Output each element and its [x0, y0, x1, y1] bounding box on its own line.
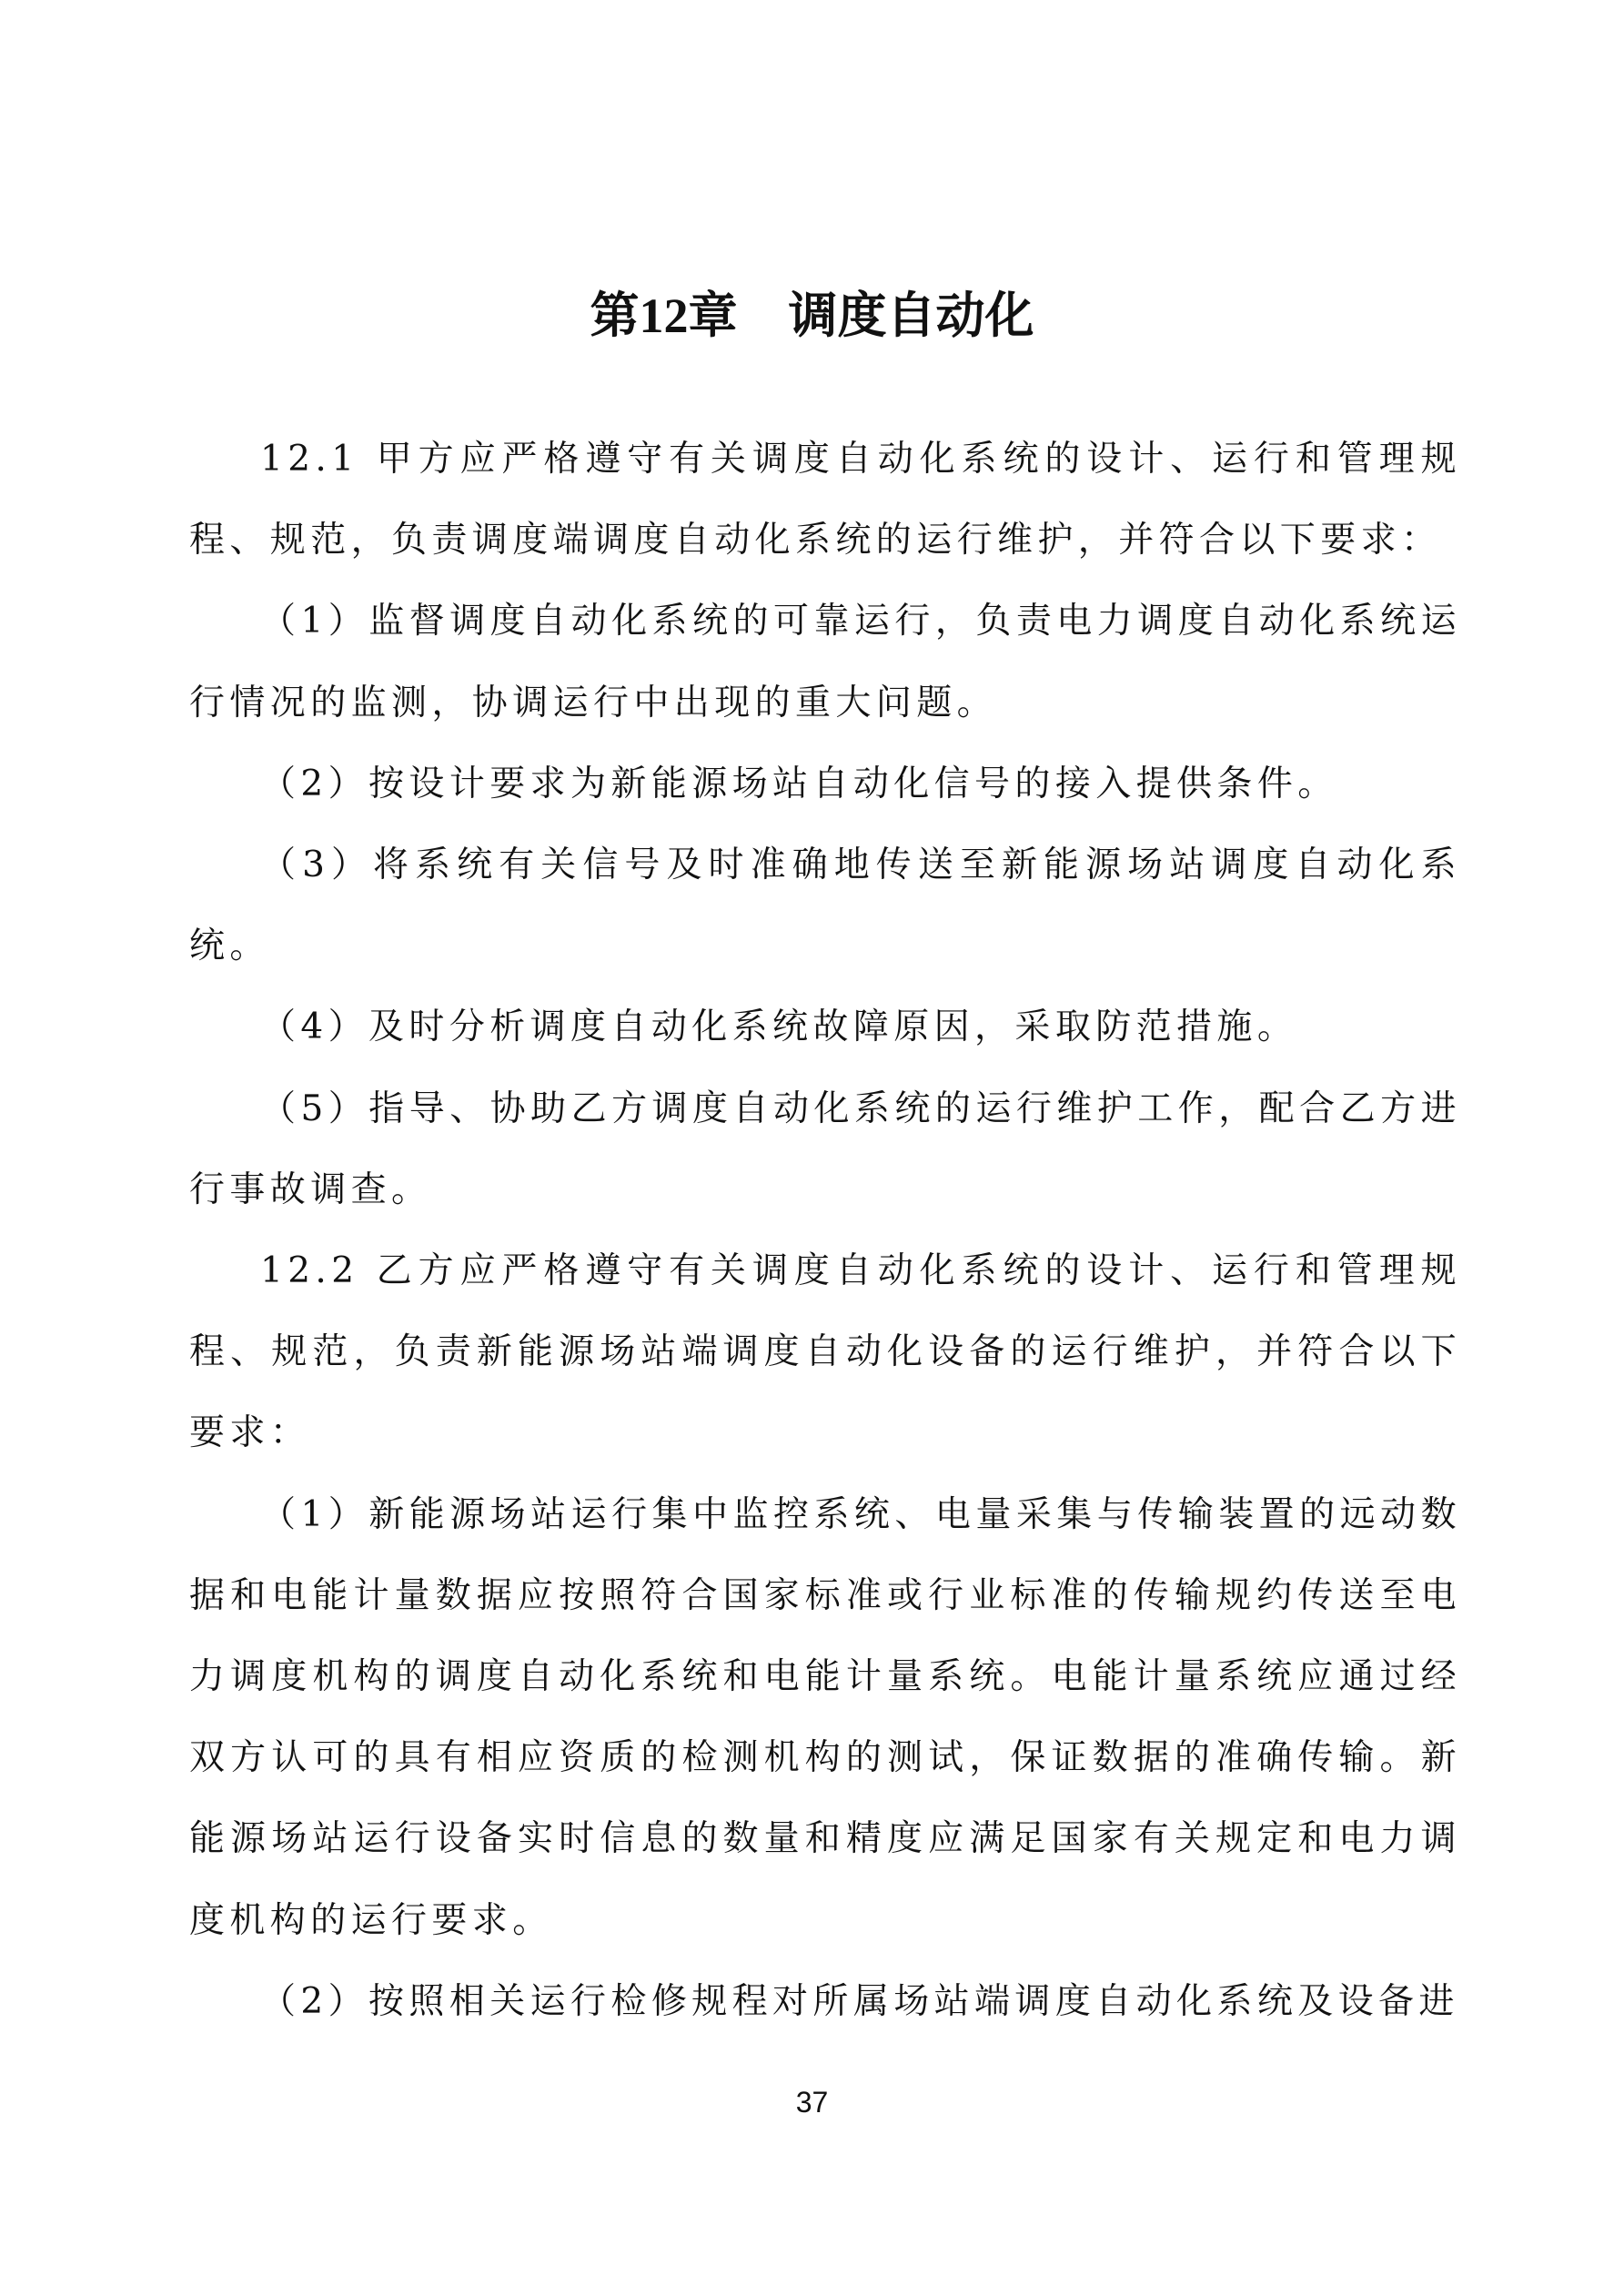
paragraph-12-2: 12.2 乙方应严格遵守有关调度自动化系统的设计、运行和管理规程、规范，负责新能源场站端调度自动化设备的运行维护，并符合以下要求： [189, 1250, 1461, 1454]
paragraph-12-1-item-5: （5）指导、协助乙方调度自动化系统的运行维护工作，配合乙方进行事故调查。 [189, 1087, 1461, 1210]
chapter-suffix: 章 [688, 287, 738, 344]
paragraph-12-2-item-1: （1）新能源场站运行集中监控系统、电量采集与传输装置的远动数据和电能计量数据应按照符合国家标准或行业标准的传输规约传送至电力调度机构的调度自动化系统和电能计量系统。电能计量系统应通过经双方认可的具有相应资质的检测机构的测试，保证数据的准确传输。新能源场站运行设备实时信息的数量和精度应满足国家有关规定和电力调度机构的运行要求。 [189, 1493, 1461, 1941]
chapter-number: 12 [639, 288, 689, 343]
body-text [189, 419, 1461, 2042]
chapter-name: 调度自动化 [788, 287, 1034, 344]
paragraph-12-1: 12.1 甲方应严格遵守有关调度自动化系统的设计、运行和管理规程、规范，负责调度端调度自动化系统的运行维护，并符合以下要求： [189, 439, 1461, 561]
chapter-prefix: 第 [590, 287, 640, 344]
paragraph-12-1-item-1: （1）监督调度自动化系统的可靠运行，负责电力调度自动化系统运行情况的监测，协调运行中出现的重大问题。 [189, 601, 1461, 723]
paragraph-12-1-item-2: （2）按设计要求为新能源场站自动化信号的接入提供条件。 [260, 763, 1338, 804]
paragraph-12-2-item-2: （2）按照相关运行检修规程对所属场站端调度自动化系统及设备进 [260, 1980, 1459, 2022]
page-number: 37 [795, 2086, 829, 2119]
paragraph-12-1-item-4: （4）及时分析调度自动化系统故障原因，采取防范措施。 [260, 1006, 1298, 1048]
chapter-title [0, 284, 1624, 348]
paragraph-12-1-item-3: （3）将系统有关信号及时准确地传送至新能源场站调度自动化系统。 [189, 845, 1461, 967]
